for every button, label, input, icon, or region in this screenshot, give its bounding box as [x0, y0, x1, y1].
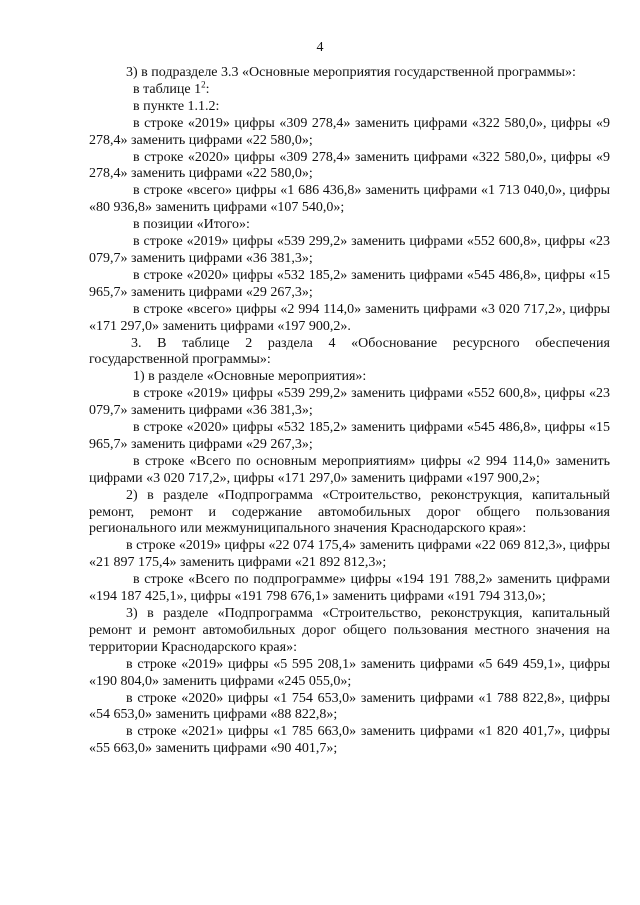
paragraph-text: 2) в разделе «Подпрограмма «Строительство, реконструкция, капитальный ремонт, ремонт и содержание автомобильных дорог общего пользования регионального или межмуниципального значения Краснодарского края»: — [89, 487, 610, 537]
paragraph-tail: : — [205, 81, 210, 97]
paragraph-p15 — [89, 454, 610, 488]
paragraph-p01 — [89, 65, 610, 82]
superscript: 2 — [201, 79, 206, 90]
paragraph-p02 — [89, 79, 610, 99]
paragraph-p19 — [89, 606, 610, 657]
paragraph-p09 — [89, 268, 610, 302]
paragraph-text: 1) в разделе «Основные мероприятия»: — [133, 369, 367, 385]
paragraph-text: в строке «2019» цифры «539 299,2» заменить цифрами «552 600,8», цифры «23 079,7» заменить цифрами «36 381,3»; — [89, 386, 610, 419]
paragraph-text: 3) в подразделе 3.3 «Основные мероприятия государственной программы»: — [126, 65, 576, 80]
paragraph-p17 — [89, 538, 610, 572]
paragraph-text: в строке «Всего по основным мероприятиям» цифры «2 994 114,0» заменить цифрами «3 020 717,2», цифры «171 297,0» заменить цифрами «197 900,2»; — [89, 453, 610, 486]
page-number: 4 — [316, 40, 324, 55]
paragraph-p10 — [89, 302, 610, 336]
paragraph-text: в позиции «Итого»: — [133, 217, 250, 233]
paragraph-text: в строке «всего» цифры «2 994 114,0» заменить цифрами «3 020 717,2», цифры «171 297,0» заменить цифрами «197 900,2». — [89, 301, 610, 334]
paragraph-p18 — [89, 572, 610, 606]
paragraph-text: в пункте 1.1.2: — [133, 98, 220, 114]
paragraph-p12 — [89, 369, 610, 386]
paragraph-p16 — [89, 488, 610, 539]
paragraph-text: в строке «2019» цифры «22 074 175,4» заменить цифрами «22 069 812,3», цифры «21 897 175,4» заменить цифрами «21 892 812,3»; — [89, 538, 610, 571]
paragraph-text: в строке «2020» цифры «532 185,2» заменить цифрами «545 486,8», цифры «15 965,7» заменить цифрами «29 267,3»; — [89, 420, 610, 452]
paragraph-text: 3. В таблице 2 раздела 4 «Обоснование ресурсного обеспечения государственной программы»: — [89, 335, 610, 368]
paragraph-p06 — [89, 183, 610, 217]
paragraph-p14 — [89, 420, 610, 454]
paragraph-text: в строке «2019» цифры «309 278,4» заменить цифрами «322 580,0», цифры «9 278,4» заменить цифрами «22 580,0»; — [89, 115, 610, 148]
paragraph-text: в строке «всего» цифры «1 686 436,8» заменить цифрами «1 713 040,0», цифры «80 936,8» заменить цифрами «107 540,0»; — [89, 183, 610, 216]
paragraph-p03 — [89, 99, 610, 116]
paragraph-text: в строке «2020» цифры «532 185,2» заменить цифрами «545 486,8», цифры «15 965,7» заменить цифрами «29 267,3»; — [89, 267, 610, 300]
paragraph-p11 — [89, 336, 610, 370]
paragraph-p08 — [89, 234, 610, 268]
paragraph-text: в строке «2020» цифры «1 754 653,0» заменить цифрами «1 788 822,8», цифры «54 653,0» заменить цифрами «88 822,8»; — [89, 690, 610, 723]
document-body — [89, 65, 610, 758]
paragraph-text: в строке «2019» цифры «539 299,2» заменить цифрами «552 600,8», цифры «23 079,7» заменить цифрами «36 381,3»; — [89, 234, 610, 266]
paragraph-p05 — [89, 150, 610, 184]
paragraph-text: в строке «2020» цифры «309 278,4» заменить цифрами «322 580,0», цифры «9 278,4» заменить цифрами «22 580,0»; — [89, 149, 610, 182]
paragraph-p07 — [89, 217, 610, 234]
paragraph-text: 3) в разделе «Подпрограмма «Строительство, реконструкция, капитальный ремонт и ремонт автомобильных дорог общего пользования местного значения на территории Краснодарского края»: — [89, 606, 610, 655]
paragraph-p21 — [89, 691, 610, 725]
paragraph-text: в таблице 1 — [133, 81, 202, 97]
paragraph-text: в строке «2021» цифры «1 785 663,0» заменить цифрами «1 820 401,7», цифры «55 663,0» заменить цифрами «90 401,7»; — [89, 724, 610, 757]
paragraph-p04 — [89, 116, 610, 150]
paragraph-text: в строке «Всего по подпрограмме» цифры «194 191 788,2» заменить цифрами «194 187 425,1», цифры «191 798 676,1» заменить цифрами «191 794 313,0»; — [89, 572, 610, 605]
paragraph-text: в строке «2019» цифры «5 595 208,1» заменить цифрами «5 649 459,1», цифры «190 804,0» заменить цифрами «245 055,0»; — [89, 656, 610, 689]
paragraph-p13 — [89, 386, 610, 420]
paragraph-p22 — [89, 724, 610, 758]
paragraph-p20 — [89, 657, 610, 691]
